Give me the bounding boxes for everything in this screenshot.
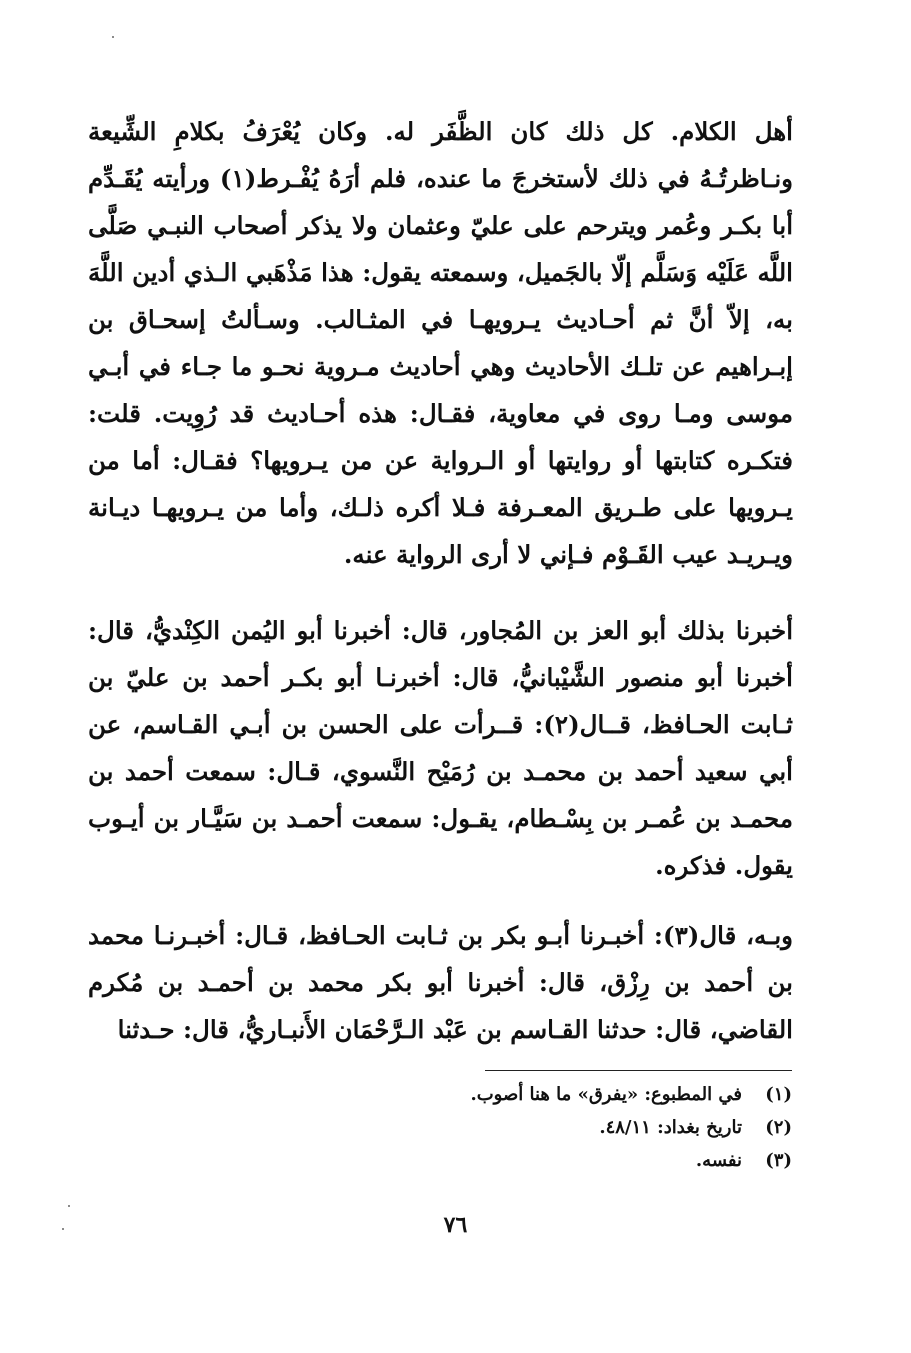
paragraph-text: أهل الكلام. كل ذلك كان الظَّفَر له. وكان يُعْرَفُ بكلامِ الشِّيعة ونـاظرتُـهُ في ذلك لأستخرجَ ما عنده، فلم أرَهُ يُفْـرط(١) ورأيته يُقَـدِّم أبا بكـر وعُمر ويترحم على عليّ وعثمان ولا يذكر أصحاب النبـي صَلَّى اللَّه عَلَيْه وَسَلَّم إلّا بالجَميل، وسمعته يقول: هذا مَذْهَبي الـذي أدين اللَّهَ به، إلاّ أنَّ ثم أحـاديث يـرويهـا في المثـالب. وسـألتُ إسحـاق بن إبـراهيم عن تلـك الأحاديث وهي أحاديث مـروية نحـو ما جـاء في أبـي موسى ومـا روى في معاوية، فقـال: هذه أحـاديث قد رُوِيت. قلت: فتكـره كتابتها أو روايتها أو الـرواية عن من يـرويها؟ فقـال: أما من يـرويها على طـريق المعـرفة فـلا أكره ذلـك، وأما من يـرويهـا ديـانة ويـريـد عيب القَـوْم فـإني لا أرى الرواية عنه. [88,117,794,569]
footnote-number: (٢) [765,1117,792,1138]
footnote-number: (٣) [765,1150,792,1171]
scan-speck [68,1205,70,1207]
footnote-text: تاريخ بغداد: ٤٨/١١. [599,1117,742,1138]
body-paragraph-3 [88,912,793,1053]
footnote-text: في المطبوع: «يفرق» ما هنا أصوب. [470,1084,742,1105]
footnotes-section [380,1078,792,1177]
paragraph-text: أخبرنا بذلك أبو العز بن المُجاور، قال: أخبرنا أبو اليُمن الكِنْديُّ، قال: أخبرنا أبو منصور الشَّيْبانيُّ، قال: أخبرنـا أبو بكـر أحمد بن عليّ بن ثـابت الحـافظ، قــال(٢): قــرأت على الحسن بن أبـي القـاسم، عن أبي سعيد أحمد بن محمـد بن رُمَيْح النَّسوي، قـال: سمعت أحمد بن محمـد بن عُمـر بن بِسْـطام، يقـول: سمعت أحمـد بن سَيَّـار بن أيـوب يقول. فذكره. [88,616,793,880]
footnote-text: نفسه. [695,1150,742,1171]
footnote-item [380,1144,792,1177]
paragraph-text: وبـه، قال(٣): أخبـرنا أبـو بكر بن ثـابت الحـافظ، قـال: أخبـرنـا محمد بن أحمد بن رِزْق، قال: أخبرنا أبو بكر محمد بن أحمـد بن مُكرم القاضي، قال: حدثنا القـاسم بن عَبْد الـرَّحْمَان الأَنبـاريُّ، قال: حـدثنا [88,921,793,1044]
footnote-number: (١) [765,1084,792,1105]
page-number: ٧٦ [443,1212,468,1238]
scan-speck [112,36,114,38]
body-paragraph-2 [88,607,793,889]
footnote-divider [485,1070,792,1071]
footnote-item [380,1111,792,1144]
body-paragraph-1 [88,108,793,578]
footnote-item [380,1078,792,1111]
